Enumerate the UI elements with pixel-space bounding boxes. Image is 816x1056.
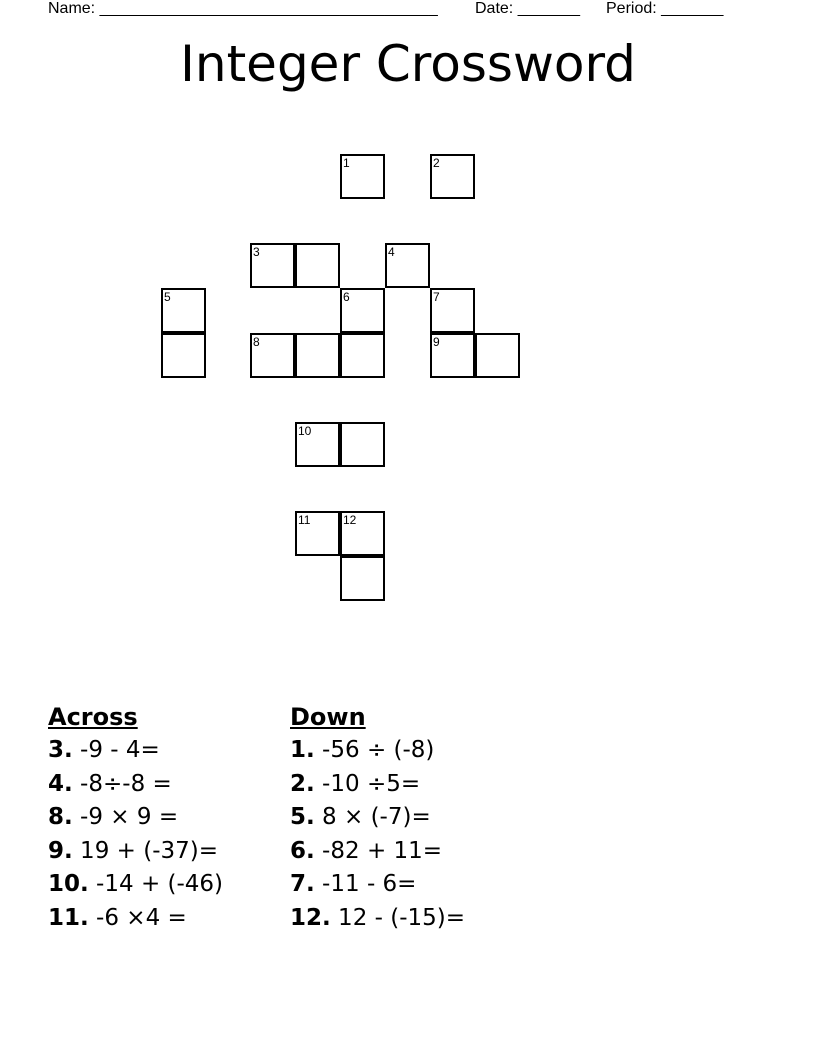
clue-text: -9 - 4= [72, 737, 160, 763]
crossword-cell[interactable] [340, 422, 385, 467]
clue-text: -6 ×4 = [88, 904, 187, 931]
clue-item [290, 768, 465, 802]
clue-item [48, 868, 223, 902]
crossword-cell[interactable] [340, 511, 385, 556]
clue-number: 4 [388, 245, 395, 259]
clue-number: 7 [433, 290, 440, 304]
crossword-cell[interactable] [295, 243, 340, 288]
crossword-cell[interactable] [295, 333, 340, 378]
clue-text: -82 + 11= [314, 837, 443, 864]
date-field[interactable]: Date: _______ [475, 0, 580, 17]
clue-text: 19 + (-37)= [72, 837, 219, 864]
period-field[interactable]: Period: _______ [606, 0, 724, 17]
crossword-cell[interactable] [340, 288, 385, 333]
clue-num: 4. [48, 770, 73, 797]
clue-num: 10. [48, 871, 89, 897]
clue-item [290, 801, 465, 835]
clue-text: -11 - 6= [314, 871, 417, 897]
crossword-cell[interactable] [295, 511, 340, 556]
clue-num: 7. [290, 871, 315, 897]
clue-text: -9 × 9 = [72, 804, 179, 830]
clue-num: 2. [290, 770, 315, 797]
down-clues [290, 702, 465, 935]
clue-num: 11. [48, 904, 89, 931]
crossword-cell[interactable] [295, 422, 340, 467]
clue-text: -8÷-8 = [72, 770, 172, 797]
crossword-cell[interactable] [475, 333, 520, 378]
crossword-cell[interactable] [250, 333, 295, 378]
clue-num: 1. [290, 737, 315, 763]
clue-number: 10 [298, 424, 312, 438]
clue-item [48, 902, 223, 936]
clue-text: -14 + (-46) [88, 871, 224, 897]
crossword-cell[interactable] [250, 243, 295, 288]
crossword-cell[interactable] [340, 333, 385, 378]
crossword-cell[interactable] [430, 288, 475, 333]
clue-num: 12. [290, 904, 331, 931]
clue-number: 9 [433, 335, 440, 349]
clue-item [48, 734, 223, 768]
clue-number: 11 [298, 513, 311, 527]
crossword-cell[interactable] [430, 154, 475, 199]
clue-item [290, 835, 465, 869]
clue-number: 2 [433, 156, 440, 170]
down-heading: Down [290, 703, 366, 731]
across-heading: Across [48, 703, 138, 731]
clue-num: 8. [48, 804, 73, 830]
crossword-cell[interactable] [385, 243, 430, 288]
clue-num: 9. [48, 837, 73, 864]
clue-text: 12 - (-15)= [330, 904, 466, 931]
clue-text: -10 ÷5= [314, 770, 421, 797]
clue-item [48, 768, 223, 802]
clue-number: 8 [253, 335, 260, 349]
name-field[interactable]: Name: ______________________________________ [48, 0, 438, 17]
clue-item [48, 835, 223, 869]
clue-item [290, 868, 465, 902]
crossword-cell[interactable] [161, 288, 206, 333]
clue-number: 1 [343, 156, 350, 170]
crossword-cell[interactable] [430, 333, 475, 378]
clue-num: 3. [48, 737, 73, 763]
across-clues [48, 702, 223, 935]
crossword-cell[interactable] [340, 556, 385, 601]
crossword-cell[interactable] [161, 333, 206, 378]
clue-num: 6. [290, 837, 315, 864]
clue-number: 6 [343, 290, 350, 304]
clue-item [48, 801, 223, 835]
clue-item [290, 734, 465, 768]
clue-item [290, 902, 465, 936]
clue-number: 5 [164, 290, 171, 304]
clue-num: 5. [290, 804, 315, 830]
clue-text: -56 ÷ (-8) [314, 737, 435, 763]
page-title: Integer Crossword [180, 35, 636, 93]
clue-text: 8 × (-7)= [314, 804, 431, 830]
crossword-cell[interactable] [340, 154, 385, 199]
clue-number: 12 [343, 513, 357, 527]
clue-number: 3 [253, 245, 260, 259]
